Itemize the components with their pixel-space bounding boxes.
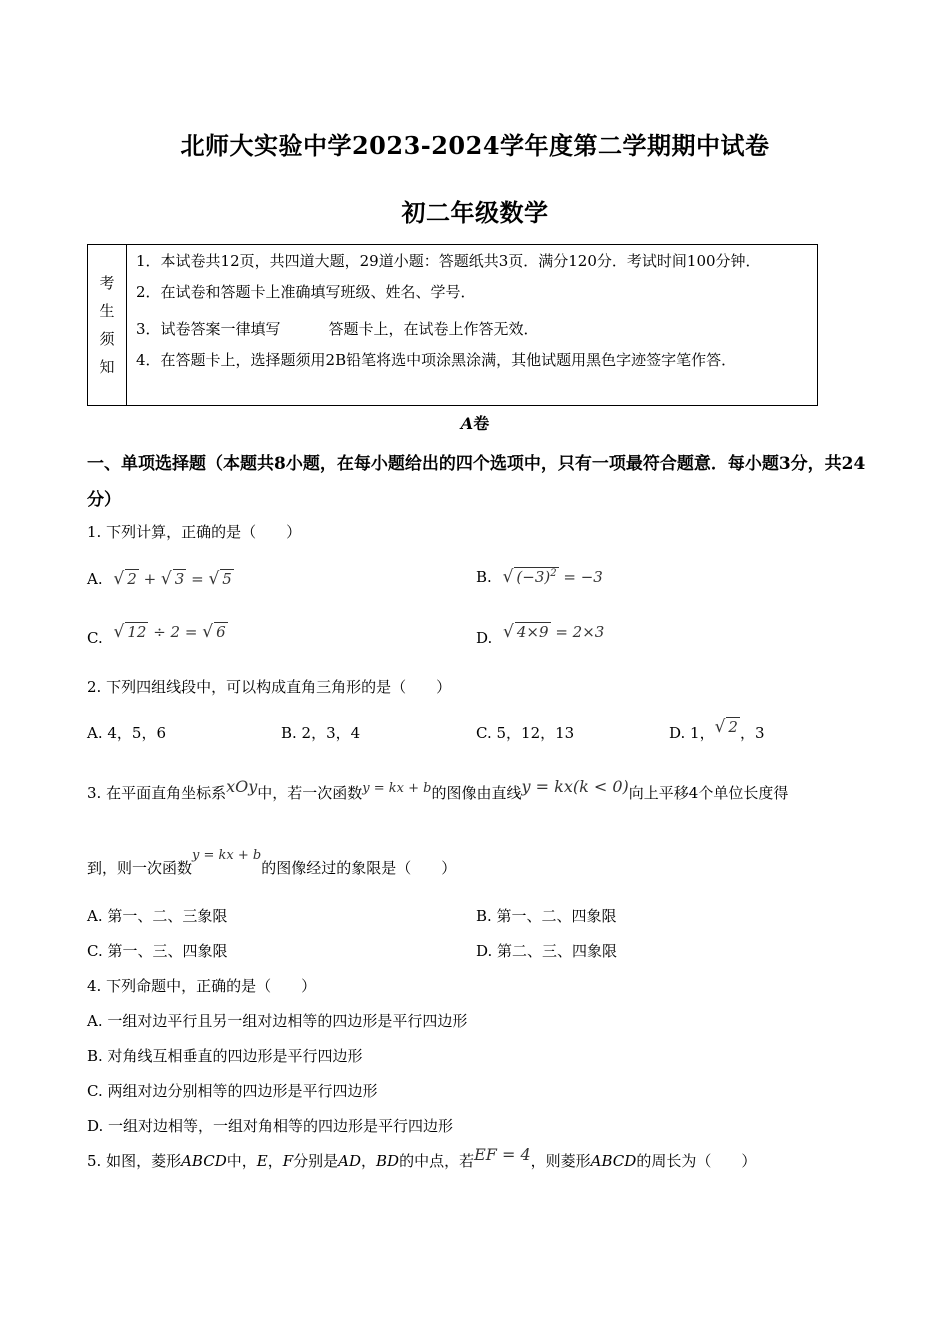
q3-m4: y = kx + b [192,848,262,863]
q3-p5: 到，则一次函数 [87,859,193,877]
notice-item-1: 1．本试卷共12页，共四道大题，29道小题：答题纸共3页．满分120分．考试时间100分钟． [136,252,761,270]
q2-stem: 2. 下列四组线段中，可以构成直角三角形的是（ ） [87,678,452,696]
q3-m2: y = kx + b [362,781,432,796]
q1-option-a [87,569,234,589]
q3-p3: 的图像由直线 [431,784,522,802]
q3-option-a: A. 第一、二、三象限 [87,907,228,925]
q1-d-radicand: 4×9 [516,623,549,641]
q3-stem-line1 [87,777,789,803]
q1-b-exp: 2 [550,568,557,579]
q1-a-op2: = [191,570,204,588]
q1-a-rad1: 2 [127,570,137,588]
q1-option-c [87,622,228,648]
q2-d-post: ，3 [739,724,765,742]
q1-b-rhs: = −3 [563,568,603,586]
exam-title: 北师大实验中学2023-2024学年度第二学期期中试卷 [180,131,770,160]
q2-d-sqrt: √ 2 [714,717,738,737]
q1-option-c-label: C. [87,629,103,647]
notice-item-2: 2．在试卷和答题卡上准确填写班级、姓名、学号． [136,283,476,301]
section-1-heading: 一、单项选择题（本题共8小题，在每小题给出的四个选项中，只有一项最符合题意．每小题3分，共24分） [87,454,866,510]
q1-b-radicand [514,567,558,586]
q3-m1: xOy [226,777,258,796]
q1-c-rad1: 12 [127,623,147,641]
section-a-label [0,411,950,434]
q1-option-d [476,622,605,648]
notice-label [88,245,127,405]
notice-label-char: 考 [99,274,115,292]
notice-label-char: 须 [99,330,115,348]
q3-option-d: D. 第二、三、四象限 [476,942,618,960]
q1-a-rad3: 5 [222,570,232,588]
q4-stem: 4. 下列命题中，正确的是（ ） [87,977,317,995]
q1-d-rhs: = 2×3 [555,623,605,641]
q3-p4: 向上平移4个单位长度得 [628,784,789,802]
q5-m6: EF = 4 [474,1145,531,1164]
q1-a-rad2: 3 [174,570,185,588]
q1-a-op1: + [143,570,157,588]
q2-d-radicand: 2 [728,718,738,736]
q3-p1: 3. 在平面直角坐标系 [87,784,227,802]
q2-option-a: A. 4，5，6 [87,724,166,742]
notice-items [136,251,807,371]
notice-item-3b: 答题卡上，在试卷上作答无效． [328,320,539,338]
q1-option-c-expr: √ 12 ÷ 2 = √ 6 [113,622,226,642]
q1-option-a-expr: √ 2 + √ 3 = √ 5 [113,569,232,589]
q5-m5: BD [376,1152,400,1170]
q1-option-d-expr: √ 4×9 = 2×3 [503,622,605,642]
q1-option-a-label: A. [87,570,103,588]
notice-item-3 [136,319,807,340]
q2-option-b: B. 2，3，4 [281,724,361,742]
q4-option-c: C. 两组对边分别相等的四边形是平行四边形 [87,1082,378,1100]
q1-c-op: ÷ 2 = [153,623,198,641]
q5-m1: ABCD [181,1152,227,1170]
notice-box [87,244,818,406]
q2-option-c: C. 5，12，13 [476,724,575,742]
q5-p4: 分别是 [293,1152,339,1170]
q4-option-a: A. 一组对边平行且另一组对边相等的四边形是平行四边形 [87,1012,468,1030]
q5-p8: 的周长为（ ） [636,1152,757,1170]
q3-option-b: B. 第一、二、四象限 [476,907,617,925]
notice-label-char: 知 [99,358,115,376]
q3-p6: 的图像经过的象限是（ ） [261,859,457,877]
q5-m2: E [256,1152,268,1170]
notice-label-char: 生 [99,302,115,320]
q5-m3: F [282,1152,294,1170]
q1-stem: 1. 下列计算，正确的是（ ） [87,523,302,541]
q1-c-rad2: 6 [216,623,226,641]
q3-p2: 中，若一次函数 [257,784,363,802]
section-a-word: 卷 [473,414,490,433]
q2-option-d [669,717,765,743]
q5-m4: AD [338,1152,362,1170]
q1-option-b-label: B. [476,568,492,586]
q5-stem [87,1145,757,1171]
q3-m3: y = kx(k < 0) [521,777,629,796]
section-a-letter: A [460,414,474,433]
q5-p1: 5. 如图，菱形 [87,1152,182,1170]
q4-option-b: B. 对角线互相垂直的四边形是平行四边形 [87,1047,363,1065]
q5-m7: ABCD [590,1152,637,1170]
notice-item-4: 4．在答题卡上，选择题须用2B铅笔将选中项涂黑涂满，其他试题用黑色字迹签字笔作答． [136,351,737,369]
q3-option-c: C. 第一、三、四象限 [87,942,228,960]
q1-option-b [476,567,603,587]
q5-p6: 的中点，若 [399,1152,475,1170]
q4-option-d: D. 一组对边相等，一组对角相等的四边形是平行四边形 [87,1117,454,1135]
q5-p3: ， [267,1152,283,1170]
exam-subtitle: 初二年级数学 [401,198,549,227]
q1-b-base: (−3) [516,568,551,586]
q5-p7: ，则菱形 [530,1152,591,1170]
q5-p2: 中， [226,1152,257,1170]
q3-stem-line2 [87,848,457,878]
q1-option-b-expr: √ $(-3)^2 = -3$ [502,567,603,587]
q2-d-pre: D. 1， [669,724,715,742]
notice-item-3a: 3．试卷答案一律填写 [136,320,281,338]
q5-p5: ， [361,1152,377,1170]
q1-option-d-label: D. [476,629,493,647]
